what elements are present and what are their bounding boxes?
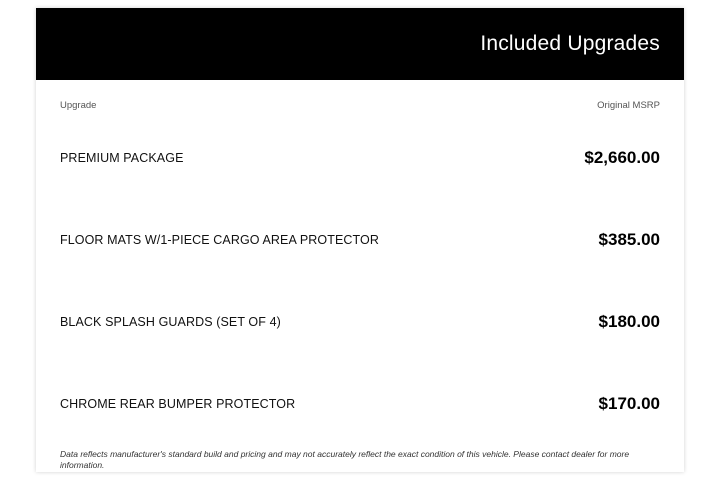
column-header-msrp: Original MSRP xyxy=(597,100,660,111)
upgrade-price: $180.00 xyxy=(598,312,660,331)
table-row xyxy=(50,117,670,199)
disclaimer-text: Data reflects manufacturer's standard build and pricing and may not accurately reflect the exact condition of this vehicle. Please contact dealer for more information. xyxy=(60,449,630,471)
upgrades-list xyxy=(50,117,670,445)
upgrade-price: $170.00 xyxy=(598,394,660,413)
table-column-headers xyxy=(50,80,670,111)
table-row xyxy=(50,199,670,281)
upgrade-name: PREMIUM PACKAGE xyxy=(60,151,184,165)
upgrade-price: $385.00 xyxy=(598,230,660,249)
upgrade-name: BLACK SPLASH GUARDS (SET OF 4) xyxy=(60,315,281,329)
card-header xyxy=(36,8,684,80)
upgrade-name: FLOOR MATS W/1-PIECE CARGO AREA PROTECTOR xyxy=(60,233,379,247)
card-body xyxy=(36,80,684,471)
included-upgrades-card xyxy=(36,8,684,472)
table-row xyxy=(50,281,670,363)
column-header-upgrade: Upgrade xyxy=(60,100,97,111)
upgrade-price: $2,660.00 xyxy=(584,148,660,167)
table-row xyxy=(50,363,670,445)
upgrade-name: CHROME REAR BUMPER PROTECTOR xyxy=(60,397,296,411)
page-title: Included Upgrades xyxy=(480,32,660,55)
